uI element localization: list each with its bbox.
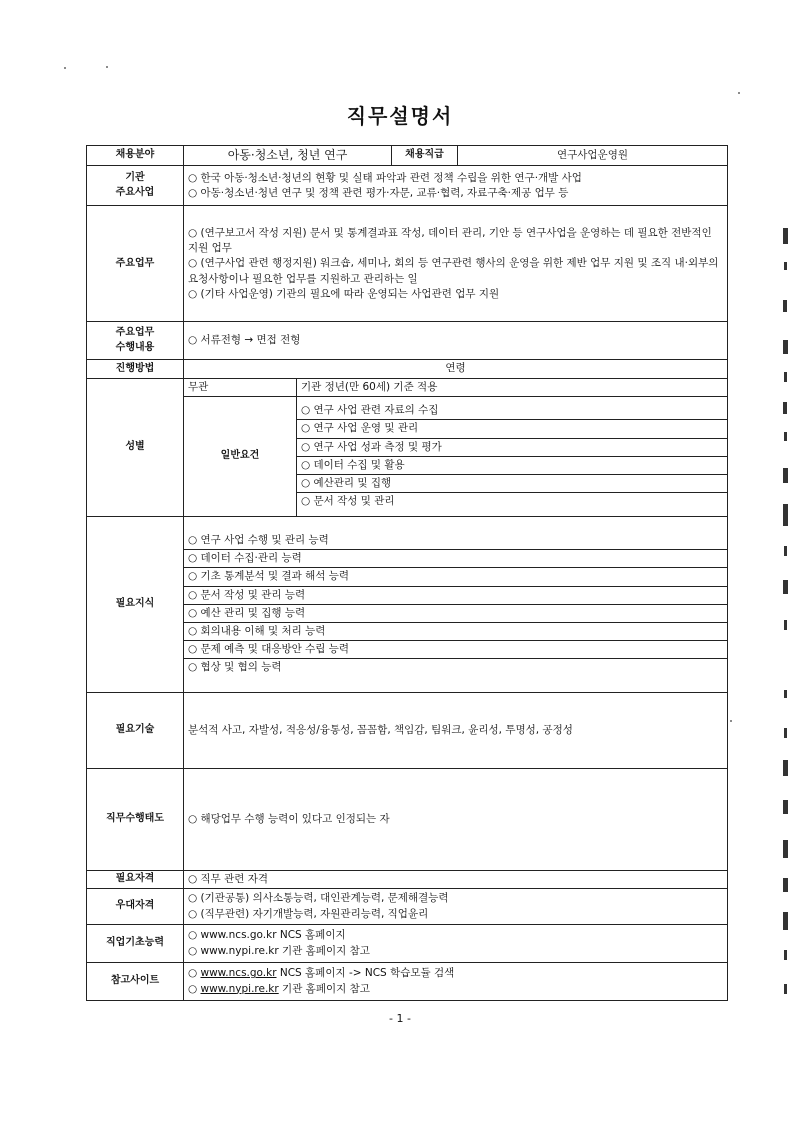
gender-sub2-label: 일반요건 <box>184 396 297 516</box>
ncs-link[interactable]: www.ncs.go.kr <box>200 967 277 980</box>
skills-label: 필요기술 <box>87 692 184 768</box>
qualification-row <box>87 870 728 888</box>
knowledge-item: ○ 회의내용 이해 및 처리 능력 <box>184 623 727 641</box>
main-business-row <box>87 166 728 206</box>
process-value: 연령 <box>184 360 728 378</box>
reference-content <box>184 963 728 1001</box>
skills-text: 분석적 사고, 자발성, 적응성/융통성, 꼼꼼함, 책임감, 팀워크, 윤리성, 투명성, 공정성 <box>184 692 728 768</box>
knowledge-label: 필요지식 <box>87 516 184 692</box>
main-business-label <box>87 166 184 206</box>
gender-sub1-label: 무관 <box>184 378 297 396</box>
scan-speck <box>730 720 732 722</box>
process-label: 진행방법 <box>87 360 184 378</box>
knowledge-item: ○ 예산 관리 및 집행 능력 <box>184 604 727 622</box>
duty-content-label-line1: 주요업무 <box>115 327 155 339</box>
scan-speck <box>738 92 740 94</box>
attitude-row <box>87 768 728 870</box>
preferred-label: 우대자격 <box>87 889 184 925</box>
reference-bullet: ○ <box>188 967 201 980</box>
knowledge-item: ○ 문서 작성 및 관리 능력 <box>184 586 727 604</box>
requirement-item: ○ 데이터 수집 및 활용 <box>297 456 727 474</box>
basic-ability-item: ○ www.ncs.go.kr NCS 홈페이지 <box>188 929 346 942</box>
main-duties-row <box>87 206 728 322</box>
requirement-item: ○ 연구 사업 운영 및 관리 <box>297 420 727 438</box>
reference-item <box>188 966 723 981</box>
knowledge-item: ○ 문제 예측 및 대응방안 수립 능력 <box>184 641 727 659</box>
knowledge-item: ○ 데이터 수집·관리 능력 <box>184 550 727 568</box>
basic-ability-label: 직업기초능력 <box>87 925 184 963</box>
reference-bullet: ○ <box>188 982 201 995</box>
main-duties-label: 주요업무 <box>87 206 184 322</box>
attitude-label: 직무수행태도 <box>87 768 184 870</box>
reference-row <box>87 963 728 1001</box>
knowledge-item: ○ 협상 및 협의 능력 <box>184 659 727 677</box>
basic-ability-content <box>184 925 728 963</box>
scan-speck <box>106 66 108 68</box>
gender-sub1-value: 기관 정년(만 60세) 기준 적용 <box>297 378 728 396</box>
knowledge-item: ○ 연구 사업 수행 및 관리 능력 <box>184 532 727 550</box>
requirement-item: ○ 연구 사업 성과 측정 및 평가 <box>297 438 727 456</box>
grade-value: 연구사업운영원 <box>458 146 728 166</box>
knowledge-item: ○ 기초 통계분석 및 결과 해석 능력 <box>184 568 727 586</box>
gender-sub2-list <box>297 396 728 516</box>
gender-row-1 <box>87 378 728 396</box>
preferred-content <box>184 889 728 925</box>
duty-content-row <box>87 322 728 360</box>
document-title: 직무설명서 <box>346 104 454 128</box>
basic-ability-item: ○ www.nypi.re.kr 기관 홈페이지 참고 <box>188 944 370 957</box>
skills-row <box>87 692 728 768</box>
nypi-link[interactable]: www.nypi.re.kr <box>200 982 279 995</box>
attitude-text: ○ 해당업무 수행 능력이 있다고 인정되는 자 <box>184 768 728 870</box>
header-row <box>87 146 728 166</box>
gender-row-2 <box>87 396 728 516</box>
field-value: 아동·청소년, 청년 연구 <box>184 146 392 166</box>
requirement-item: ○ 예산관리 및 집행 <box>297 475 727 493</box>
knowledge-list <box>184 516 728 692</box>
preferred-item: ○ (기관공통) 의사소통능력, 대인관계능력, 문제해결능력 <box>188 892 449 905</box>
field-label: 채용분야 <box>87 146 184 166</box>
duty-content-label <box>87 322 184 360</box>
reference-item <box>188 982 723 997</box>
preferred-row <box>87 889 728 925</box>
reference-label: 참고사이트 <box>87 963 184 1001</box>
main-business-item: ○ 아동·청소년·청년 연구 및 정책 관련 평가·자문, 교류·협력, 자료구축·제공 업무 등 <box>188 186 569 199</box>
reference-item-text: NCS 홈페이지 -> NCS 학습모듈 검색 <box>276 967 455 980</box>
main-business-label-line2: 주요사업 <box>115 186 155 198</box>
qualification-label: 필요자격 <box>87 870 184 888</box>
page-number: - 1 - <box>389 1012 411 1025</box>
main-business-label-line1: 기관 <box>125 172 145 184</box>
job-description-table <box>86 145 728 1001</box>
preferred-item: ○ (직무관련) 자기개발능력, 자원관리능력, 직업윤리 <box>188 907 429 920</box>
main-business-item: ○ 한국 아동·청소년·청년의 현황 및 실태 파악과 관련 정책 수립을 위한 연구·개발 사업 <box>188 171 582 184</box>
main-duties-item: ○ (기타 사업운영) 기관의 필요에 따라 운영되는 사업관련 업무 지원 <box>188 287 500 300</box>
basic-ability-row <box>87 925 728 963</box>
qualification-text: ○ 직무 관련 자격 <box>184 870 728 888</box>
main-duties-item: ○ (연구사업 관련 행정지원) 워크숍, 세미나, 회의 등 연구관련 행사의 운영을 위한 제반 업무 지원 및 조직 내·외부의 요청사항이나 필요한 업무를 지원하고 관리하는 일 <box>188 257 719 285</box>
gender-label: 성별 <box>87 378 184 516</box>
duty-content-label-line2: 수행내용 <box>115 341 155 353</box>
main-business-content <box>184 166 728 206</box>
knowledge-row <box>87 516 728 692</box>
gender-sub2-inner <box>297 402 727 510</box>
knowledge-inner <box>184 532 727 677</box>
grade-label: 채용직급 <box>392 146 458 166</box>
scan-speck <box>64 67 66 69</box>
reference-item-text: 기관 홈페이지 참고 <box>278 982 370 995</box>
process-row <box>87 360 728 378</box>
requirement-item: ○ 문서 작성 및 관리 <box>297 493 727 511</box>
main-duties-content <box>184 206 728 322</box>
main-duties-item: ○ (연구보고서 작성 지원) 문서 및 통계결과표 작성, 데이터 관리, 기안 등 연구사업을 운영하는 데 필요한 전반적인 지원 업무 <box>188 226 712 255</box>
requirement-item: ○ 연구 사업 관련 자료의 수집 <box>297 402 727 420</box>
duty-content-text: ○ 서류전형 → 면접 전형 <box>184 322 728 360</box>
